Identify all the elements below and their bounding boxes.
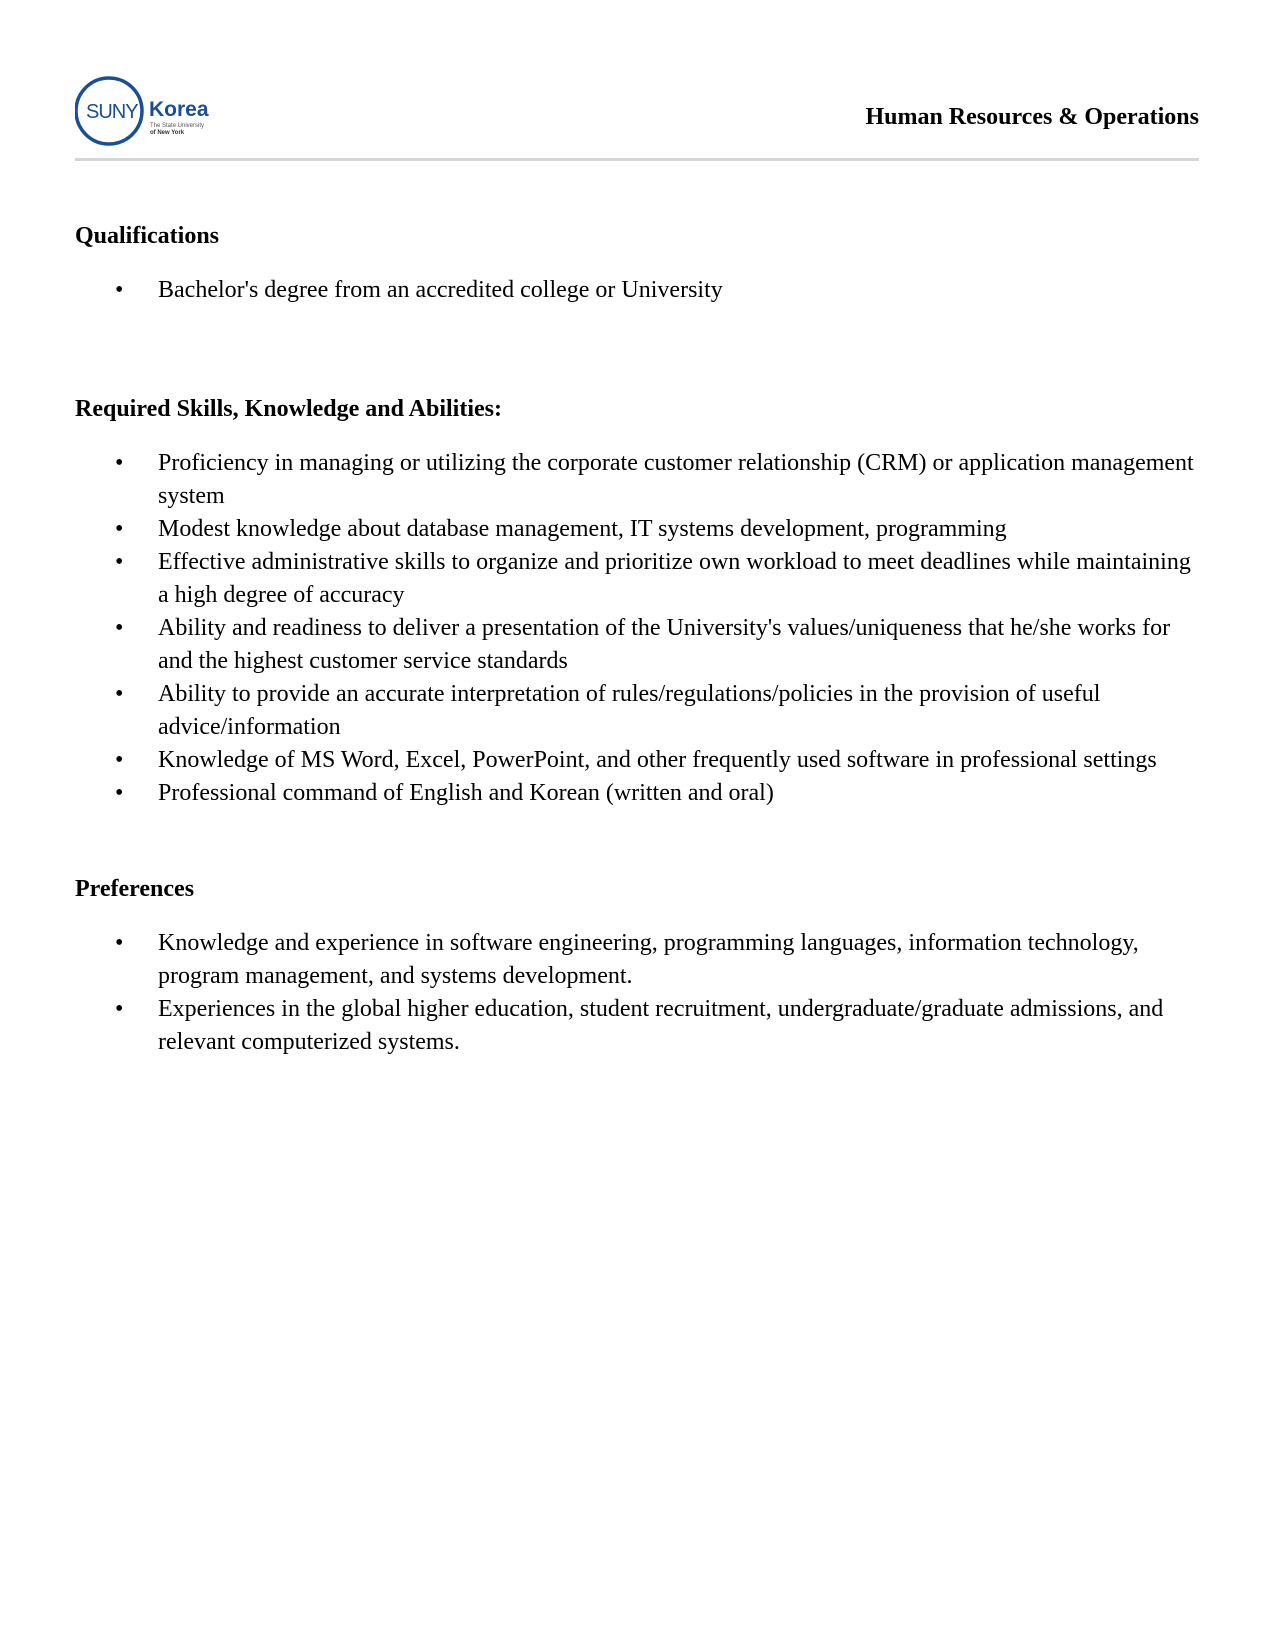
list-item	[75, 274, 1205, 307]
list-item-text: Modest knowledge about database management, IT systems development, programming	[158, 516, 1007, 542]
list-item	[75, 546, 1205, 612]
bullet-icon: •	[115, 681, 124, 707]
bullet-icon: •	[115, 277, 124, 303]
list-item-text: Knowledge of MS Word, Excel, PowerPoint, and other frequently used software in professional settings	[158, 747, 1157, 773]
list-item-text: Proficiency in managing or utilizing the corporate customer relationship (CRM) or application management system	[158, 450, 1194, 509]
list-item-text: Bachelor's degree from an accredited college or University	[158, 277, 723, 303]
bullet-icon: •	[115, 450, 124, 476]
bullet-icon: •	[115, 747, 124, 773]
list-item	[75, 927, 1205, 993]
bullet-icon: •	[115, 780, 124, 806]
bullet-icon: •	[115, 615, 124, 641]
suny-korea-logo	[75, 74, 215, 148]
section-preferences	[75, 874, 1205, 1059]
header-divider	[75, 158, 1199, 161]
list-item-text: Ability and readiness to deliver a presentation of the University's values/uniqueness that he/she works for and the highest customer service standards	[158, 615, 1171, 674]
logo-tagline-line1: The State University	[150, 123, 205, 129]
bullet-list	[75, 274, 1205, 307]
section-qualifications	[75, 221, 1205, 307]
list-item-text: Professional command of English and Korean (written and oral)	[158, 780, 774, 806]
logo-wordmark-suny: SUNY	[86, 101, 138, 123]
list-item	[75, 993, 1205, 1059]
logo-tagline-line2: of New York	[150, 130, 185, 136]
bullet-icon: •	[115, 516, 124, 542]
list-item	[75, 678, 1205, 744]
list-item-text: Knowledge and experience in software engineering, programming languages, information technology, program management, and systems development.	[158, 930, 1139, 989]
department-title: Human Resources & Operations	[865, 104, 1199, 130]
list-item	[75, 447, 1205, 513]
section-required-skills	[75, 394, 1205, 810]
bullet-list	[75, 927, 1205, 1059]
section-heading: Qualifications	[75, 223, 220, 249]
page-header	[75, 74, 1199, 156]
list-item	[75, 513, 1205, 546]
logo-wordmark-korea: Korea	[149, 98, 209, 121]
section-heading: Preferences	[75, 876, 195, 902]
list-item-text: Ability to provide an accurate interpretation of rules/regulations/policies in the provision of useful advice/information	[158, 681, 1101, 740]
bullet-icon: •	[115, 930, 124, 956]
bullet-list	[75, 447, 1205, 810]
section-heading: Required Skills, Knowledge and Abilities:	[75, 396, 502, 422]
bullet-icon: •	[115, 549, 124, 575]
list-item	[75, 777, 1205, 810]
bullet-icon: •	[115, 996, 124, 1022]
list-item-text: Effective administrative skills to organize and prioritize own workload to meet deadlines while maintaining a high degree of accuracy	[158, 549, 1191, 608]
list-item-text: Experiences in the global higher education, student recruitment, undergraduate/graduate admissions, and relevant computerized systems.	[158, 996, 1164, 1055]
list-item	[75, 612, 1205, 678]
list-item	[75, 744, 1205, 777]
